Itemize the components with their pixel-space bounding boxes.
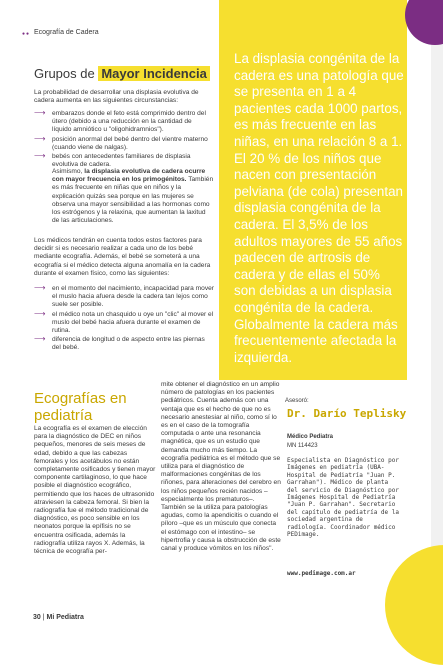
ultrasound-heading: Ecografías en pediatría xyxy=(34,390,127,424)
exam-list xyxy=(34,285,214,354)
purple-circle-decoration xyxy=(405,0,443,45)
page-footer xyxy=(33,614,84,621)
advisor-bio: Especialista en Diagnóstico por Imágenes en pediatría (UBA-Hospital de Pediatría "Juan P. Garrahan"). Médico de planta del servicio de Diagnóstico por Imágenes Hospital de Pediatría "Juan P. Garrahan". Secretario del capítulo de pediatría de la sociedad argentina de radiología. Coordinador médico PEDimage. xyxy=(287,457,399,539)
list-item: ⟶ en el momento del nacimiento, incapacidad para mover el muslo hacia afuera desde la cadera tan lejos como suele ser posible. xyxy=(34,285,214,310)
paragraph-bold: la displasia evolutiva de cadera ocurre con mayor frecuencia en los primogénitos. xyxy=(52,168,206,184)
article-column-1: La ecografía es el examen de elección para la diagnóstico de DEC en niños pequeños, menores de seis meses de edad, debido a que las cabezas femorales y los acetábulos no están completamente osificados y tienen mayor componente cartilaginoso, lo que hace posible el diagnóstico ecográfico, permitiendo que los haces de ultrasonido atraviesen la cabeza femoral. Si bien la radiografía fue el método tradicional de diagnóstico, es poco sensible en los neonatos porque la epífisis no se encuentra osificada, además la radiografía utiliza rayos X. Además, la técnica de ecografía per- xyxy=(34,425,156,556)
yellow-circle-decoration xyxy=(385,545,443,665)
risk-list xyxy=(34,110,212,170)
list-item: ⟶ el médico nota un chasquido u oye un "clic" al mover el muslo del bebé hacia afuera durante el examen de rutina. xyxy=(34,311,214,336)
highlight-quote: La displasia congénita de la cadera es una patología que se presenta en 1 a 4 pacientes cada 1000 partos, es más frecuente en las niñas, en una relación 8 a 1. El 20 % de los niños que nacen con presentación pelviana (de cola) presentan displasia congénita de la cadera. El 3,5% de los adultos mayores de 55 años padecen de artrosis de cadera y de ellas el 50% son debidas a un displasia congénita de la cadera. Globalmente la cadera más frecuentemente afectada la izquierda. xyxy=(234,51,404,365)
website-text: www.pedimage.com.ar xyxy=(287,570,356,577)
magazine-name: Mi Pediatra xyxy=(46,614,84,621)
advisor-role: Médico Pediatra xyxy=(287,434,334,440)
list-item: ⟶ embarazos donde el feto está comprimido dentro del útero (debido a una reducción en la cantidad de líquido amniótico u "oligohidramnios"). xyxy=(34,110,212,135)
list-item: ⟶ bebés con antecedentes familiares de displasia evolutiva de cadera. xyxy=(34,153,212,169)
list-item: ⟶ posición anormal del bebé dentro del vientre materno (cuando viene de nalgas). xyxy=(34,136,212,152)
heading-highlight: Mayor Incidencia xyxy=(98,66,209,81)
advisor-label: Asesoró: xyxy=(285,398,309,404)
doctors-paragraph: Los médicos tendrán en cuenta todos estos factores para decidir si es necesario realizar a cada uno de los bebé mediante ecografía. Además, el bebé se someterá a una ecografía si el médico detecta alguna anomalía en la cadera durante el examen físico, como las siguientes: xyxy=(34,237,211,277)
section-tag: Ecografía de Cadera xyxy=(34,29,99,36)
advisor-website-link[interactable] xyxy=(287,570,356,577)
advisor-license: MN 114423 xyxy=(287,443,318,449)
heading-prefix: Grupos de xyxy=(34,66,99,81)
footer-divider: | xyxy=(42,614,47,621)
firstborn-paragraph xyxy=(52,168,214,225)
paragraph-lead: Asimismo, xyxy=(52,168,85,175)
list-item: ⟶ diferencia de longitud o de aspecto entre las piernas del bebé. xyxy=(34,336,214,352)
section-dots-icon: ●● xyxy=(22,31,31,37)
page-edge-bar xyxy=(431,0,443,629)
paragraph-rest: También es más frecuente en niñas que en niños y la explicación quizás sea porque en las mujeres se observa una mayor sensibilidad a las hormonas como los estrógenos y la relaxina, que aumentan la laxitud de las articulaciones. xyxy=(52,176,214,225)
risk-groups-heading xyxy=(34,66,210,81)
intro-paragraph: La probabilidad de desarrollar una displasia evolutiva de cadera aumenta en las siguientes circunstancias: xyxy=(34,89,199,105)
article-column-2: mite obtener el diagnóstico en un amplio número de patologías en los pacientes pediátricos. Cuenta además con una ventaja que es el hecho de que no es necesario anestesiar al niño, como sí lo es en el caso de la tomografía computada o ante una resonancia magnética, que es un estudio que demanda mucho más tiempo. La ecografía pediátrica es el método que se utiliza para el diagnóstico de malformaciones congénitas de los riñones, para alteraciones del cerebro en los niños pequeños recién nacidos –especialmente los prematuros–. También se la utiliza para patologías agudas, como la apendicitis o cuando el píloro –que es un músculo que conecta el estómago con el intestino– se hipertrofia y causa la obstrucción de este canal y produce vómitos en los niños". xyxy=(161,381,281,553)
page-number: 30 xyxy=(33,614,41,621)
advisor-name: Dr. Darío Teplisky xyxy=(287,407,407,420)
